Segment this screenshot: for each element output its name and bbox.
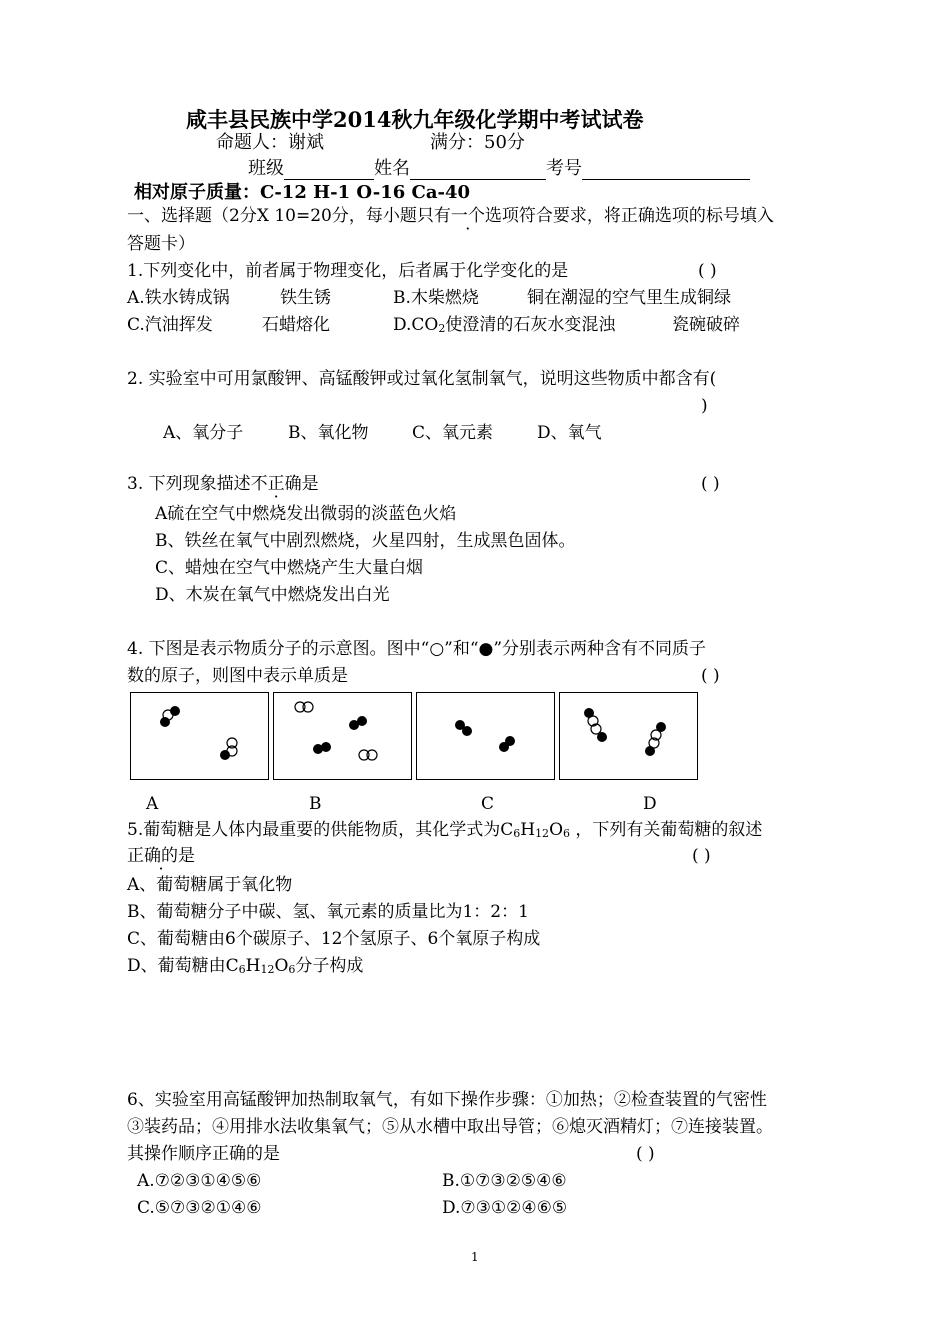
q1-option-b: B.木柴燃烧 [393, 288, 479, 308]
q5-d-sub-2: 12 [260, 963, 275, 976]
q6-answer-paren: ( ) [636, 1144, 655, 1164]
q6-stem-line1: 6、实验室用高锰酸钾加热制取氧气，有如下操作步骤：①加热；②检查装置的气密性 [127, 1090, 767, 1110]
name-field[interactable] [410, 161, 546, 180]
atomic-mass-line: 相对原子质量：C-12 H-1 O-16 Ca-40 [134, 182, 471, 203]
q5-d-sub-3: 6 [288, 963, 296, 976]
q6-stem-line2: ③装药品；④用排水法收集氧气；⑤从水槽中取出导管；⑥熄灭酒精灯；⑦连接装置。 [127, 1117, 773, 1137]
q2-close-paren: ) [701, 396, 708, 416]
q4-stem-line2: 数的原子，则图中表示单质是 [127, 666, 348, 686]
q6-option-b: B.①⑦③②⑤④⑥ [442, 1171, 567, 1191]
q1-option-d [393, 314, 615, 340]
q2-option-a: A、氧分子 [163, 423, 244, 443]
q1-answer-paren: ( ) [698, 261, 717, 281]
number-label: 考号 [546, 158, 582, 179]
molecule-box-d [559, 692, 698, 780]
molecule-box-c [416, 692, 555, 780]
q1-option-b-2: 铜在潮湿的空气里生成铜绿 [527, 288, 731, 308]
name-label: 姓名 [374, 158, 410, 179]
q1-stem: 1.下列变化中，前者属于物理变化，后者属于化学变化的是 [127, 261, 569, 281]
q1-d-sub: 2 [438, 322, 446, 335]
q1-option-c: C.汽油挥发 [127, 315, 213, 335]
q5-sub-3: 6 [563, 827, 570, 840]
section-instructions-line2: 答题卡） [127, 234, 195, 254]
molecule-label-c: C [481, 794, 495, 814]
q1-option-a-2: 铁生锈 [280, 288, 331, 308]
q6-option-c: C.⑤⑦③②①④⑥ [137, 1198, 262, 1218]
q3-stem [127, 473, 319, 495]
q3-option-c: C、蜡烛在空气中燃烧产生大量白烟 [155, 558, 424, 578]
section-text-emphasis: 一个 [450, 206, 485, 226]
q5-option-b: B、葡萄糖分子中碳、氢、氧元素的质量比为1：2：1 [127, 902, 529, 922]
q5-d-o: O [274, 956, 289, 976]
q1-option-c-2: 石蜡熔化 [262, 315, 330, 335]
q3-answer-paren: ( ) [701, 474, 720, 494]
q4-stem-line1: 4. 下图是表示物质分子的示意图。图中“○”和“●”分别表示两种含有不同质子 [127, 639, 707, 659]
q3-stem-a: 3. 下列现象描述 [127, 474, 251, 494]
q4-answer-paren: ( ) [701, 666, 720, 686]
q1-option-a: A.铁水铸成锅 [127, 288, 230, 308]
molecule-diagram-d [560, 693, 697, 779]
student-info-row [248, 158, 750, 180]
q5-sub-1: 6 [513, 827, 521, 840]
molecule-box-b [273, 692, 412, 780]
q5-d-pre: D、葡萄糖由C [127, 956, 239, 976]
q5-option-d [127, 955, 363, 981]
q5-sub-2: 12 [535, 827, 550, 840]
molecule-label-b: B [309, 794, 322, 814]
q1-d-post: 使澄清的石灰水变混浊 [445, 315, 616, 335]
q3-option-d: D、木炭在氧气中燃烧发出白光 [155, 585, 390, 605]
class-label: 班级 [248, 158, 284, 179]
q5-o: O [549, 820, 563, 840]
molecule-diagram-b [274, 693, 411, 779]
q3-stem-b: 是 [301, 474, 319, 494]
number-field[interactable] [582, 161, 750, 180]
section-text-a: 一、选择题（2分X 10=20分，每小题只有 [127, 206, 451, 226]
q5-option-a: A、葡萄糖属于氧化物 [127, 875, 293, 895]
q6-stem-line3: 其操作顺序正确的是 [127, 1144, 280, 1164]
q2-option-b: B、氧化物 [288, 423, 369, 443]
q3-option-a: A硫在空气中燃烧发出微弱的淡蓝色火焰 [155, 504, 457, 524]
molecule-label-a: A [146, 794, 159, 814]
q5-stem-pre: 5.葡萄糖是人体内最重要的供能物质，其化学式为C [127, 820, 514, 840]
molecule-label-d: D [643, 794, 657, 814]
q5-stem-line1 [127, 819, 762, 845]
exam-author: 命题人：谢斌 [216, 132, 324, 153]
q2-option-c: C、氧元素 [412, 423, 494, 443]
q6-option-d: D.⑦③①②④⑥⑤ [442, 1198, 568, 1218]
q5-stem-correct: 正确的是 [127, 846, 195, 866]
q5-stem-line2 [127, 845, 195, 867]
q1-d-pre: D.CO [393, 315, 439, 335]
q3-option-b: B、铁丝在氧气中剧烈燃烧，火星四射，生成黑色固体。 [155, 531, 576, 551]
q5-d-post: 分子构成 [295, 956, 364, 976]
molecule-diagram-a [131, 693, 268, 779]
q5-h: H [520, 820, 536, 840]
q2-stem: 2. 实验室中可用氯酸钾、高锰酸钾或过氧化氢制氧气，说明这些物质中都含有( [127, 369, 717, 389]
q5-stem-post: ，下列有关葡萄糖的叙述 [570, 820, 763, 840]
exam-score: 满分：50分 [430, 132, 525, 153]
q3-stem-emphasis: 不正确 [250, 474, 302, 494]
section-text-b: 选项符合要求，将正确选项的标号填入 [484, 206, 774, 226]
section-instructions [127, 205, 774, 227]
q1-option-d-2: 瓷碗破碎 [672, 315, 740, 335]
molecule-diagram-c [417, 693, 554, 779]
exam-title: 咸丰县民族中学2014秋九年级化学期中考试试卷 [186, 107, 644, 132]
class-field[interactable] [284, 161, 374, 180]
q5-option-c: C、葡萄糖由6个碳原子、12个氢原子、6个氧原子构成 [127, 929, 541, 949]
q6-option-a: A.⑦②③①④⑤⑥ [137, 1171, 262, 1191]
q5-d-sub-1: 6 [238, 963, 246, 976]
q5-d-h: H [245, 956, 261, 976]
q2-option-d: D、氧气 [537, 423, 602, 443]
q5-answer-paren: ( ) [692, 846, 711, 866]
page-number: 1 [471, 1250, 479, 1264]
molecule-box-a [130, 692, 269, 780]
